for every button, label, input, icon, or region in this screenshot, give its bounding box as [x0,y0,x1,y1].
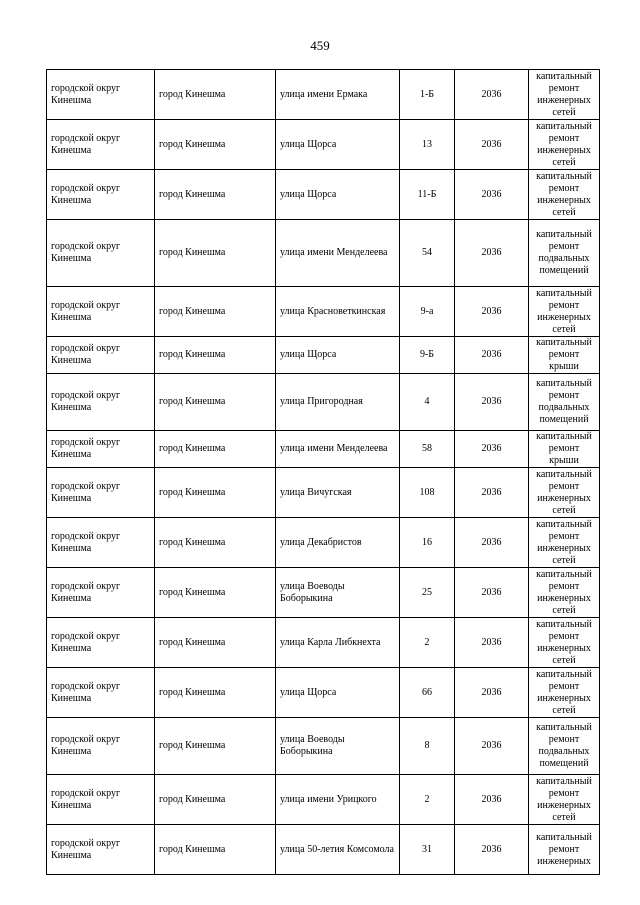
street-cell: улица 50-летия Комсомола [276,825,400,875]
city-cell: город Кинешма [155,431,276,468]
city-cell: город Кинешма [155,825,276,875]
work-type-cell: капитальный ремонт инженерных сетей [529,70,600,120]
table-row [47,374,600,431]
table-row [47,468,600,518]
city-cell: город Кинешма [155,568,276,618]
district-cell: городской округ Кинешма [47,120,155,170]
district-cell: городской округ Кинешма [47,170,155,220]
table-row [47,568,600,618]
street-cell: улица имени Менделеева [276,431,400,468]
district-cell: городской округ Кинешма [47,70,155,120]
street-cell: улица Вичугская [276,468,400,518]
year-cell: 2036 [455,668,529,718]
district-cell: городской округ Кинешма [47,668,155,718]
house-number-cell: 31 [400,825,455,875]
district-cell: городской округ Кинешма [47,220,155,287]
work-type-cell: капитальный ремонт инженерных сетей [529,287,600,337]
work-type-cell: капитальный ремонт инженерных сетей [529,518,600,568]
year-cell: 2036 [455,220,529,287]
district-cell: городской округ Кинешма [47,468,155,518]
year-cell: 2036 [455,518,529,568]
district-cell: городской округ Кинешма [47,568,155,618]
repair-schedule-table [46,69,600,875]
table-row [47,70,600,120]
house-number-cell: 58 [400,431,455,468]
house-number-cell: 4 [400,374,455,431]
district-cell: городской округ Кинешма [47,287,155,337]
table-row [47,718,600,775]
district-cell: городской округ Кинешма [47,374,155,431]
district-cell: городской округ Кинешма [47,618,155,668]
work-type-cell: капитальный ремонт инженерных [529,825,600,875]
year-cell: 2036 [455,825,529,875]
work-type-cell: капитальный ремонт подвальных помещений [529,374,600,431]
house-number-cell: 11-Б [400,170,455,220]
table-row [47,337,600,374]
city-cell: город Кинешма [155,468,276,518]
city-cell: город Кинешма [155,518,276,568]
work-type-cell: капитальный ремонт инженерных сетей [529,170,600,220]
table-row [47,220,600,287]
city-cell: город Кинешма [155,70,276,120]
work-type-cell: капитальный ремонт инженерных сетей [529,120,600,170]
table-row [47,618,600,668]
year-cell: 2036 [455,374,529,431]
street-cell: улица Карла Либкнехта [276,618,400,668]
work-type-cell: капитальный ремонт инженерных сетей [529,775,600,825]
page-number: 459 [310,38,330,53]
work-type-cell: капитальный ремонт крыши [529,337,600,374]
year-cell: 2036 [455,468,529,518]
house-number-cell: 54 [400,220,455,287]
work-type-cell: капитальный ремонт инженерных сетей [529,468,600,518]
city-cell: город Кинешма [155,718,276,775]
house-number-cell: 2 [400,775,455,825]
house-number-cell: 8 [400,718,455,775]
house-number-cell: 13 [400,120,455,170]
street-cell: улица Воеводы Боборыкина [276,718,400,775]
city-cell: город Кинешма [155,668,276,718]
table-row [47,518,600,568]
street-cell: улица Щорса [276,120,400,170]
work-type-cell: капитальный ремонт инженерных сетей [529,618,600,668]
street-cell: улица имени Ермака [276,70,400,120]
house-number-cell: 25 [400,568,455,618]
city-cell: город Кинешма [155,337,276,374]
house-number-cell: 16 [400,518,455,568]
table-row [47,170,600,220]
year-cell: 2036 [455,337,529,374]
city-cell: город Кинешма [155,287,276,337]
work-type-cell: капитальный ремонт инженерных сетей [529,568,600,618]
city-cell: город Кинешма [155,120,276,170]
district-cell: городской округ Кинешма [47,718,155,775]
district-cell: городской округ Кинешма [47,518,155,568]
table-row [47,431,600,468]
table-row [47,825,600,875]
year-cell: 2036 [455,287,529,337]
year-cell: 2036 [455,718,529,775]
district-cell: городской округ Кинешма [47,337,155,374]
work-type-cell: капитальный ремонт инженерных сетей [529,668,600,718]
year-cell: 2036 [455,568,529,618]
city-cell: город Кинешма [155,170,276,220]
year-cell: 2036 [455,431,529,468]
street-cell: улица Щорса [276,668,400,718]
table-row [47,120,600,170]
work-type-cell: капитальный ремонт крыши [529,431,600,468]
year-cell: 2036 [455,170,529,220]
city-cell: город Кинешма [155,618,276,668]
house-number-cell: 9-а [400,287,455,337]
house-number-cell: 108 [400,468,455,518]
year-cell: 2036 [455,775,529,825]
year-cell: 2036 [455,618,529,668]
street-cell: улица Красноветкинская [276,287,400,337]
street-cell: улица имени Урицкого [276,775,400,825]
house-number-cell: 9-Б [400,337,455,374]
street-cell: улица Декабристов [276,518,400,568]
house-number-cell: 2 [400,618,455,668]
district-cell: городской округ Кинешма [47,825,155,875]
street-cell: улица Щорса [276,337,400,374]
city-cell: город Кинешма [155,775,276,825]
district-cell: городской округ Кинешма [47,431,155,468]
street-cell: улица Пригородная [276,374,400,431]
work-type-cell: капитальный ремонт подвальных помещений [529,718,600,775]
table-row [47,287,600,337]
year-cell: 2036 [455,120,529,170]
house-number-cell: 1-Б [400,70,455,120]
year-cell: 2036 [455,70,529,120]
work-type-cell: капитальный ремонт подвальных помещений [529,220,600,287]
street-cell: улица имени Менделеева [276,220,400,287]
city-cell: город Кинешма [155,374,276,431]
street-cell: улица Щорса [276,170,400,220]
district-cell: городской округ Кинешма [47,775,155,825]
table-row [47,668,600,718]
house-number-cell: 66 [400,668,455,718]
street-cell: улица Воеводы Боборыкина [276,568,400,618]
table-row [47,775,600,825]
city-cell: город Кинешма [155,220,276,287]
